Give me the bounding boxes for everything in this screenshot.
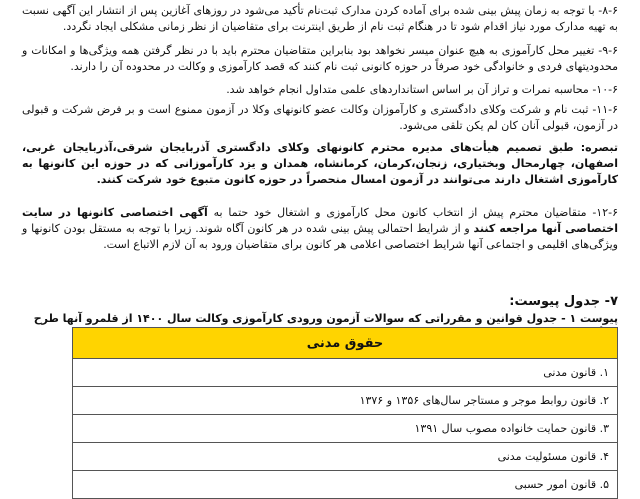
laws-table <box>72 327 618 499</box>
law-item: ۵. قانون امور حسبی <box>73 471 618 499</box>
paragraph-6-8: ۸-۶- با توجه به زمان پیش بینی شده برای آماده کردن مدارک ثبت‌نام تأکید می‌شود در روزهای آغازین پس از انتشار این آگهی نسبت به تهیه مدارک مورد نیاز اقدام شود تا در هنگام ثبت نام از طریق اینترنت برای متقاضیان از نظر زمانی مشکلی ایجاد نگردد. <box>22 4 618 33</box>
table-row <box>73 359 618 387</box>
note-text: طبق تصمیم هیأت‌های مدیره محترم کانونهای وکلای دادگستری آذربایجان شرقی،آذربایجان غربی، اصفهان، چهارمحال وبختیاری، زنجان،کرمان، کرمانشاه، همدان و یزد کارآموزانی که در حوزه این کانونها به کارآموزی اشتغال دارند می‌توانند در آزمون امسال منحصراً در حوزه کانون متبوع خود شرکت کنند. <box>22 141 618 186</box>
paragraph-6-12 <box>22 205 618 253</box>
note-paragraph <box>22 140 618 188</box>
table-row <box>73 443 618 471</box>
section-heading: ۷- جدول پیوست: <box>509 294 618 309</box>
table-row <box>73 415 618 443</box>
note-label: تبصره: <box>580 141 618 154</box>
paragraph-6-12-emphasis: آگهی اختصاصی کانونها در سایت اختصاصی آنها مراجعه کنند <box>22 206 619 235</box>
table-row <box>73 471 618 499</box>
table-caption: پیوست ۱ - جدول قوانین و مقرراتی که سوالات آزمون ورودی کارآموزی وکالت سال ۱۴۰۰ از قلمرو آنها طرح <box>33 312 618 325</box>
law-item: ۳. قانون حمایت خانواده مصوب سال ۱۳۹۱ <box>73 415 618 443</box>
paragraph-6-11: ۱۱-۶- ثبت نام و شرکت وکلای دادگستری و کارآموزان وکالت عضو کانونهای وکلا در آزمون ممنوع است و بر فرض شرکت و قبولی در آزمون، قبولی آنان کان لم یکن تلقی می‌شود. <box>22 103 618 132</box>
table-header: حقوق مدنی <box>73 328 618 359</box>
paragraph-6-10: ۱۰-۶- محاسبه نمرات و تراز آن بر اساس استانداردهای علمی متداول انجام خواهد شد. <box>226 83 618 96</box>
paragraph-6-12-start: ۱۲-۶- متقاضیان محترم پیش از انتخاب کانون محل کارآموزی و اشتغال خود حتما به <box>213 206 618 219</box>
paragraph-6-9: ۹-۶- تغییر محل کارآموزی به هیچ عنوان میسر نخواهد بود بنابراین متقاضیان محترم باید با در نظر گرفتن همه ویژگی‌ها و امکانات و محدودیتهای فردی و خانوادگی خود صرفاً در حوزه کانونی ثبت نام کنند که قصد کارآموزی و وکالت در محدوده آن را دارند. <box>22 44 618 73</box>
paragraph-6-12-end: و از شرایط احتمالی پیش بینی شده در هر کانون آگاه شوند. زیرا با توجه به مستقل بودن کانونها و ویژگی‌های اقلیمی و اجتماعی آنها شرایط اختصاصی اعلامی هر کانون برای متقاضیان ورود به آن لازم الاتباع است. <box>22 222 618 251</box>
law-item: ۱. قانون مدنی <box>73 359 618 387</box>
law-item: ۴. قانون مسئولیت مدنی <box>73 443 618 471</box>
table-row <box>73 387 618 415</box>
law-item: ۲. قانون روابط موجر و مستاجر سال‌های ۱۳۵۶ و ۱۳۷۶ <box>73 387 618 415</box>
